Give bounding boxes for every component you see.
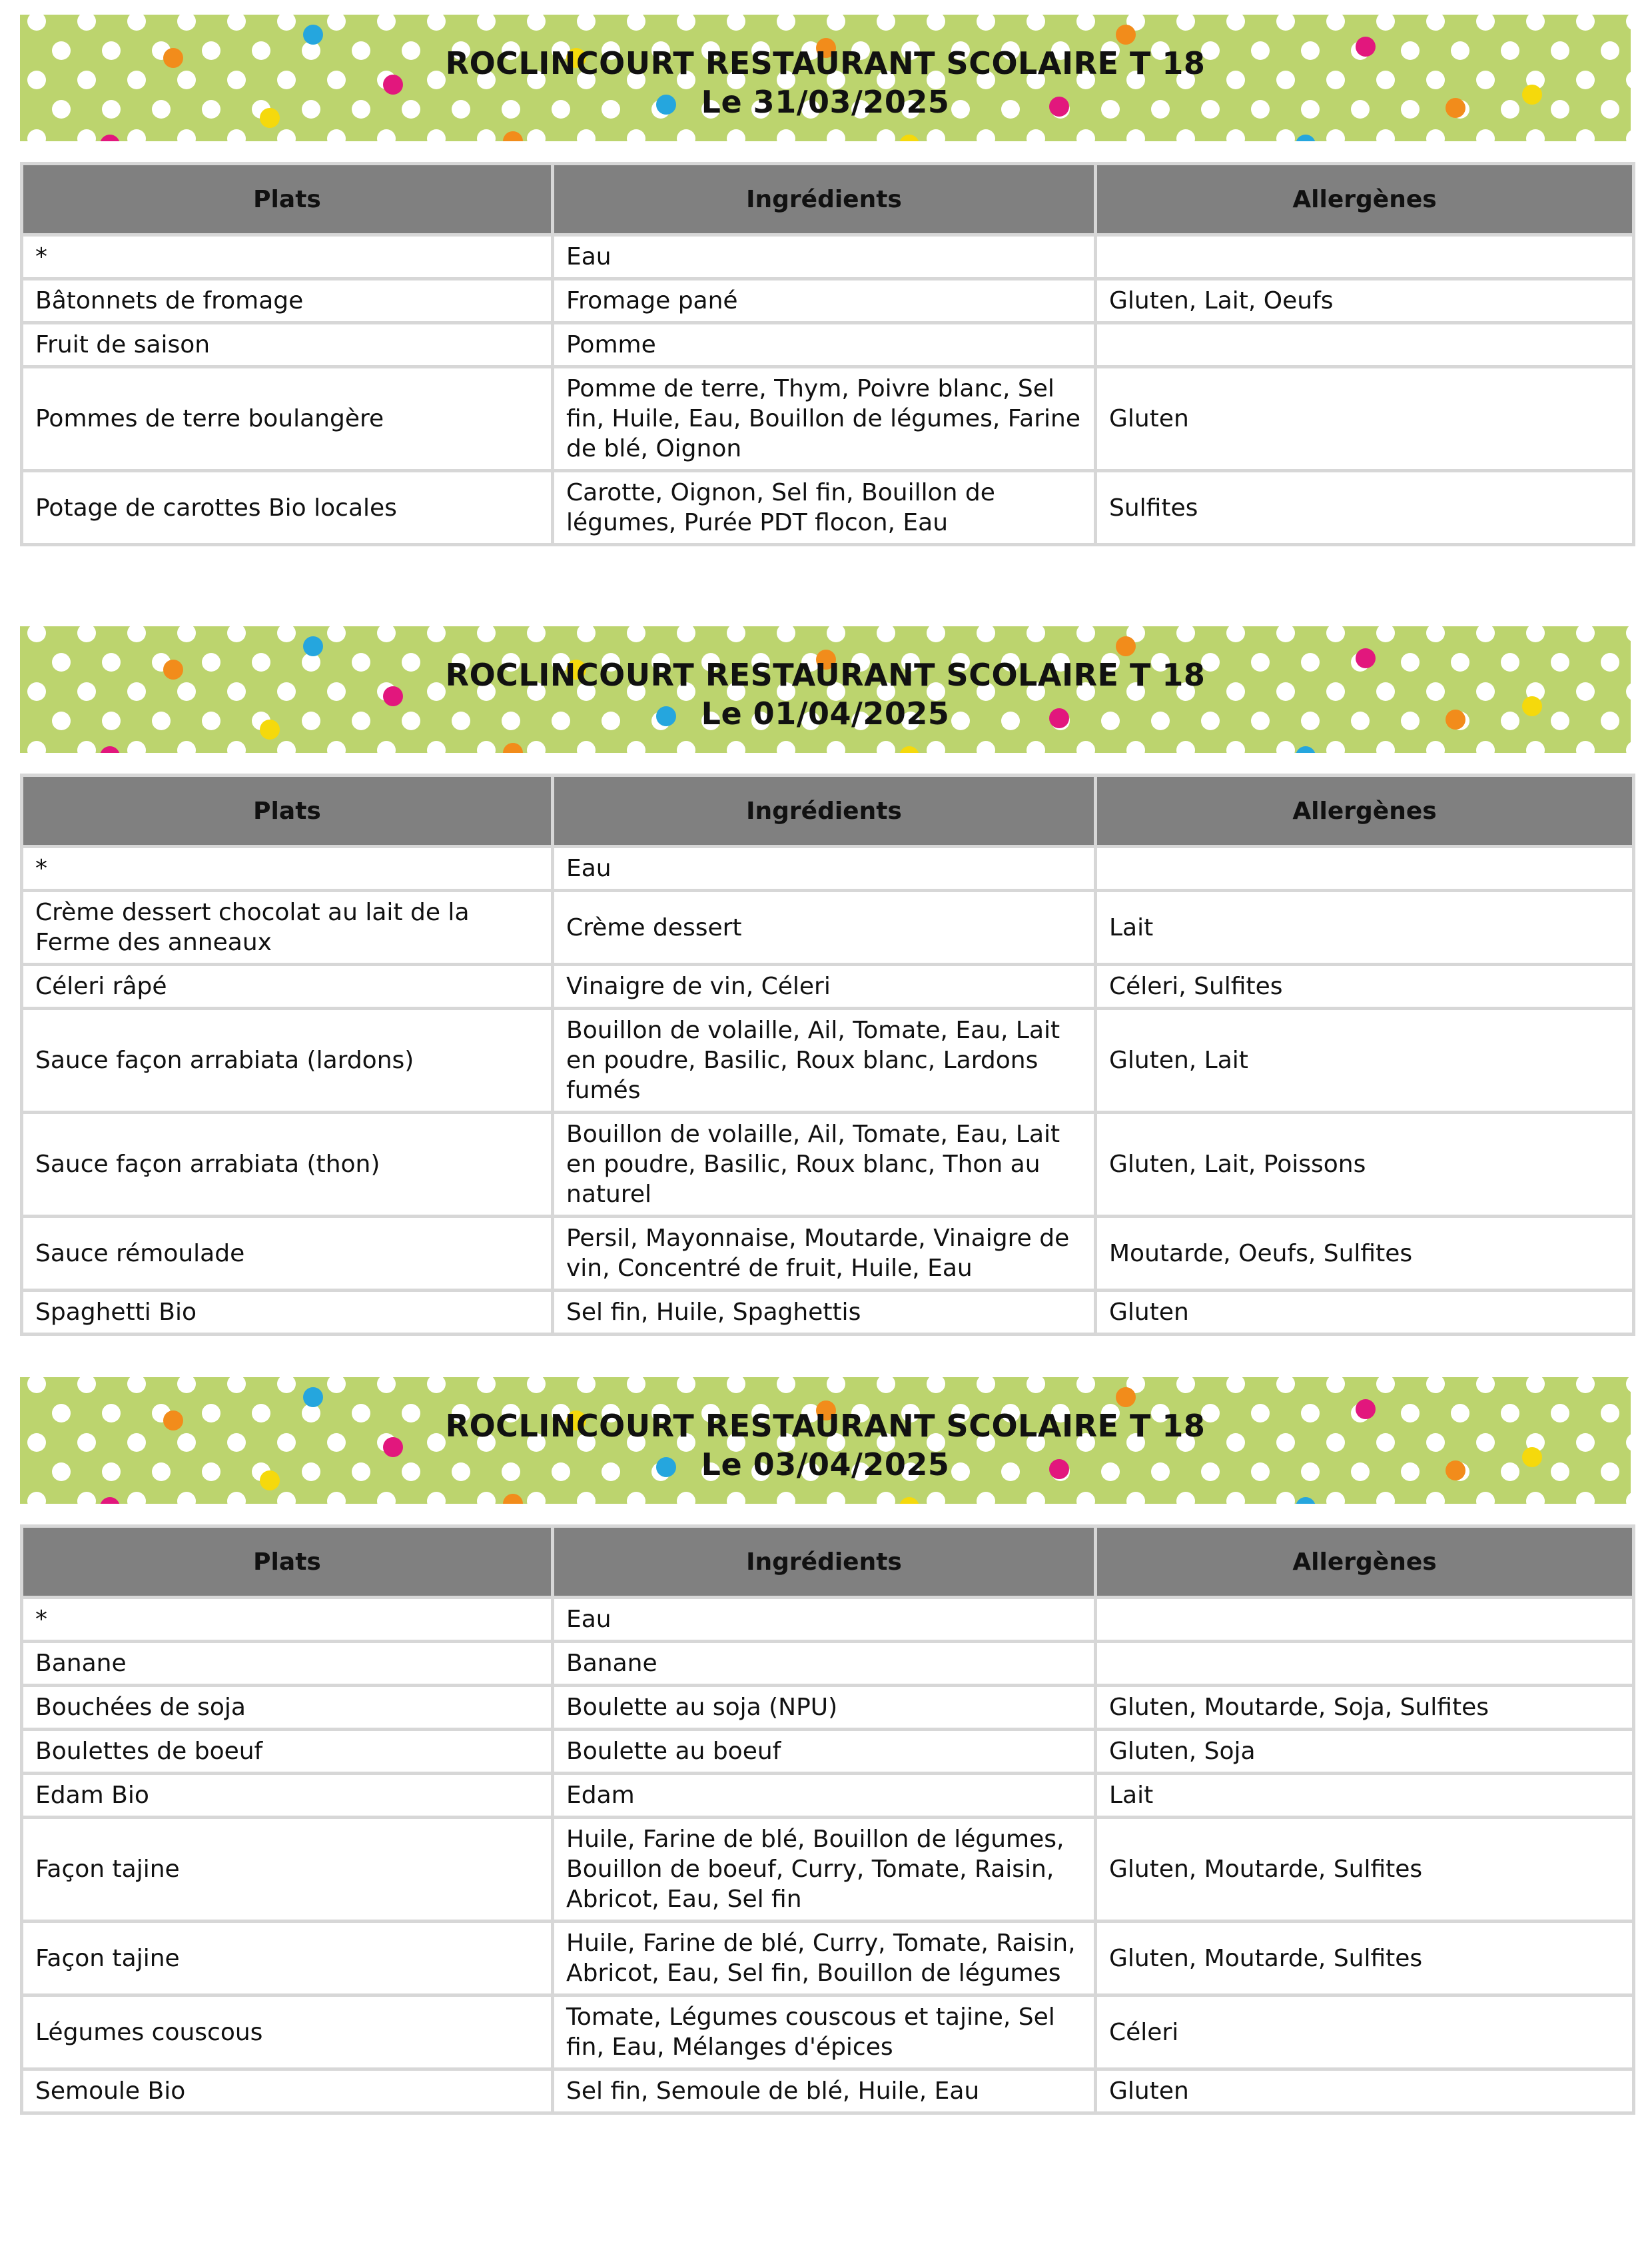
cell-allergenes: Lait (1096, 1774, 1634, 1818)
section-banner (20, 626, 1631, 753)
restaurant-name: ROCLINCOURT RESTAURANT SCOLAIRE T 18 (445, 657, 1206, 693)
table-row (22, 847, 1634, 891)
section-banner (20, 15, 1631, 141)
cell-allergenes: Gluten, Lait (1096, 1009, 1634, 1113)
cell-plat: Boulettes de boeuf (22, 1730, 553, 1774)
table-row (22, 965, 1634, 1009)
cell-allergenes (1096, 1598, 1634, 1642)
header-allergenes: Allergènes (1096, 164, 1634, 235)
cell-plat: Légumes couscous (22, 1995, 553, 2069)
header-ingredients: Ingrédients (553, 164, 1096, 235)
cell-plat: Sauce façon arrabiata (thon) (22, 1113, 553, 1217)
table-header-row (22, 1526, 1634, 1598)
cell-plat: * (22, 235, 553, 279)
cell-plat: * (22, 847, 553, 891)
table-row (22, 1291, 1634, 1335)
cell-plat: Spaghetti Bio (22, 1291, 553, 1335)
cell-plat: Façon tajine (22, 1818, 553, 1922)
cell-allergenes: Sulfites (1096, 471, 1634, 545)
cell-ingredients: Pomme (553, 323, 1096, 367)
table-header-row (22, 164, 1634, 235)
polka-dot-colored (303, 25, 323, 45)
banner-title (20, 656, 1631, 733)
banner-title (20, 1406, 1631, 1484)
cell-plat: Bâtonnets de fromage (22, 279, 553, 323)
cell-allergenes: Gluten, Moutarde, Sulfites (1096, 1818, 1634, 1922)
cell-allergenes: Gluten, Lait, Oeufs (1096, 279, 1634, 323)
polka-dot-colored (1116, 1387, 1136, 1407)
table-row (22, 367, 1634, 471)
table-row (22, 235, 1634, 279)
menu-table (20, 1524, 1635, 2115)
cell-ingredients: Tomate, Légumes couscous et tajine, Sel fin, Eau, Mélanges d'épices (553, 1995, 1096, 2069)
cell-allergenes: Gluten, Lait, Poissons (1096, 1113, 1634, 1217)
cell-ingredients: Boulette au soja (NPU) (553, 1686, 1096, 1730)
menu-table (20, 774, 1635, 1336)
cell-plat: * (22, 1598, 553, 1642)
header-ingredients: Ingrédients (553, 776, 1096, 847)
header-plats: Plats (22, 776, 553, 847)
cell-ingredients: Boulette au boeuf (553, 1730, 1096, 1774)
cell-plat: Semoule Bio (22, 2069, 553, 2113)
menu-date: Le 03/04/2025 (701, 1446, 950, 1482)
cell-ingredients: Sel fin, Huile, Spaghettis (553, 1291, 1096, 1335)
polka-dot-colored (1116, 636, 1136, 656)
table-row (22, 891, 1634, 965)
cell-ingredients: Eau (553, 235, 1096, 279)
table-row (22, 1922, 1634, 1995)
header-plats: Plats (22, 164, 553, 235)
header-ingredients: Ingrédients (553, 1526, 1096, 1598)
cell-allergenes (1096, 323, 1634, 367)
cell-ingredients: Bouillon de volaille, Ail, Tomate, Eau, Lait en poudre, Basilic, Roux blanc, Thon au naturel (553, 1113, 1096, 1217)
cell-plat: Edam Bio (22, 1774, 553, 1818)
table-row (22, 2069, 1634, 2113)
table-row (22, 1217, 1634, 1291)
header-allergenes: Allergènes (1096, 776, 1634, 847)
cell-plat: Crème dessert chocolat au lait de la Ferme des anneaux (22, 891, 553, 965)
cell-ingredients: Carotte, Oignon, Sel fin, Bouillon de légumes, Purée PDT flocon, Eau (553, 471, 1096, 545)
cell-allergenes (1096, 847, 1634, 891)
cell-allergenes: Céleri (1096, 1995, 1634, 2069)
table-header-row (22, 776, 1634, 847)
table-row (22, 1642, 1634, 1686)
cell-ingredients: Crème dessert (553, 891, 1096, 965)
cell-allergenes: Gluten, Moutarde, Sulfites (1096, 1922, 1634, 1995)
cell-plat: Pommes de terre boulangère (22, 367, 553, 471)
table-row (22, 1995, 1634, 2069)
cell-ingredients: Huile, Farine de blé, Bouillon de légumes, Bouillon de boeuf, Curry, Tomate, Raisin, Abricot, Eau, Sel fin (553, 1818, 1096, 1922)
cell-allergenes: Gluten (1096, 1291, 1634, 1335)
table-row (22, 471, 1634, 545)
restaurant-name: ROCLINCOURT RESTAURANT SCOLAIRE T 18 (445, 45, 1206, 81)
section-banner (20, 1377, 1631, 1504)
menu-date: Le 01/04/2025 (701, 696, 950, 732)
table-row (22, 1598, 1634, 1642)
cell-allergenes (1096, 235, 1634, 279)
cell-ingredients: Vinaigre de vin, Céleri (553, 965, 1096, 1009)
cell-allergenes: Lait (1096, 891, 1634, 965)
cell-allergenes: Céleri, Sulfites (1096, 965, 1634, 1009)
cell-allergenes: Gluten, Moutarde, Soja, Sulfites (1096, 1686, 1634, 1730)
table-row (22, 1818, 1634, 1922)
cell-ingredients: Sel fin, Semoule de blé, Huile, Eau (553, 2069, 1096, 2113)
cell-plat: Fruit de saison (22, 323, 553, 367)
cell-plat: Sauce façon arrabiata (lardons) (22, 1009, 553, 1113)
polka-dot-colored (303, 1387, 323, 1407)
table-row (22, 1730, 1634, 1774)
cell-ingredients: Pomme de terre, Thym, Poivre blanc, Sel fin, Huile, Eau, Bouillon de légumes, Farine de blé, Oignon (553, 367, 1096, 471)
header-plats: Plats (22, 1526, 553, 1598)
header-allergenes: Allergènes (1096, 1526, 1634, 1598)
cell-allergenes: Moutarde, Oeufs, Sulfites (1096, 1217, 1634, 1291)
table-row (22, 1686, 1634, 1730)
cell-plat: Banane (22, 1642, 553, 1686)
menu-date: Le 31/03/2025 (701, 84, 950, 120)
banner-title (20, 44, 1631, 121)
cell-plat: Bouchées de soja (22, 1686, 553, 1730)
polka-dot-colored (303, 636, 323, 656)
table-row (22, 323, 1634, 367)
cell-ingredients: Banane (553, 1642, 1096, 1686)
cell-plat: Façon tajine (22, 1922, 553, 1995)
table-row (22, 1113, 1634, 1217)
cell-plat: Potage de carottes Bio locales (22, 471, 553, 545)
cell-ingredients: Edam (553, 1774, 1096, 1818)
cell-ingredients: Eau (553, 847, 1096, 891)
restaurant-name: ROCLINCOURT RESTAURANT SCOLAIRE T 18 (445, 1408, 1206, 1444)
cell-allergenes: Gluten, Soja (1096, 1730, 1634, 1774)
table-row (22, 279, 1634, 323)
cell-allergenes: Gluten (1096, 2069, 1634, 2113)
cell-plat: Céleri râpé (22, 965, 553, 1009)
menu-table (20, 162, 1635, 546)
cell-ingredients: Persil, Mayonnaise, Moutarde, Vinaigre de vin, Concentré de fruit, Huile, Eau (553, 1217, 1096, 1291)
cell-allergenes: Gluten (1096, 367, 1634, 471)
cell-ingredients: Fromage pané (553, 279, 1096, 323)
table-row (22, 1009, 1634, 1113)
cell-allergenes (1096, 1642, 1634, 1686)
table-row (22, 1774, 1634, 1818)
polka-dot-colored (1116, 25, 1136, 45)
cell-ingredients: Bouillon de volaille, Ail, Tomate, Eau, Lait en poudre, Basilic, Roux blanc, Lardons fumés (553, 1009, 1096, 1113)
cell-ingredients: Eau (553, 1598, 1096, 1642)
cell-plat: Sauce rémoulade (22, 1217, 553, 1291)
cell-ingredients: Huile, Farine de blé, Curry, Tomate, Raisin, Abricot, Eau, Sel fin, Bouillon de légumes (553, 1922, 1096, 1995)
